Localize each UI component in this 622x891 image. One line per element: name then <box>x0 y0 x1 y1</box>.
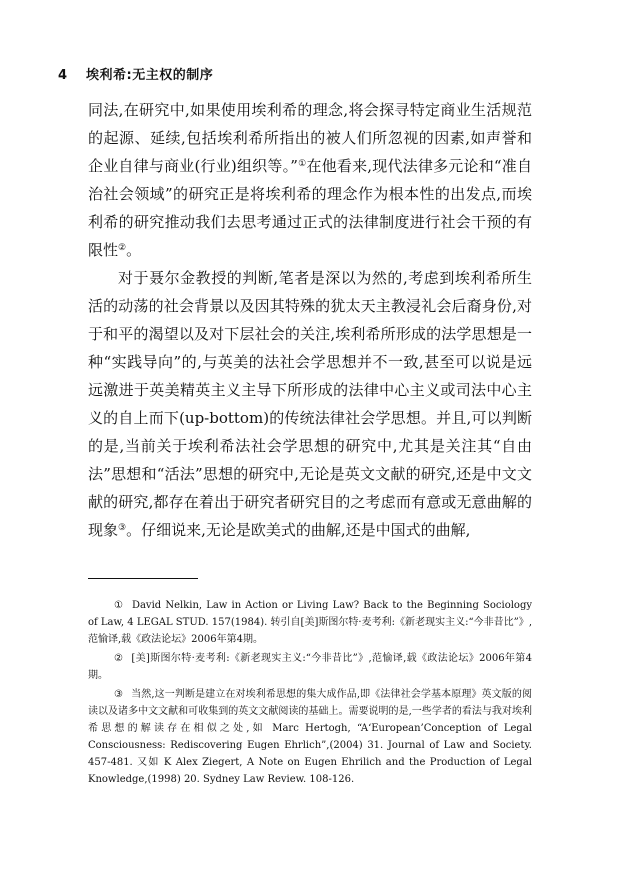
main-text <box>88 96 532 544</box>
paragraph <box>88 264 532 544</box>
paragraph-text: 在他看来,现代法律多元论和“准自治社会领域”的研究正是将埃利希的理念作为根本性的出发点,而埃利希的研究推动我们去思考通过正式的法律制度进行社会干预的有限性 <box>88 157 532 259</box>
footnote-divider <box>88 578 198 579</box>
footnote-ref[interactable]: ③ <box>118 523 127 533</box>
paragraph-text: 对于聂尔金教授的判断,笔者是深以为然的,考虑到埃利希所生活的动荡的社会背景以及因其特殊的犹太天主教浸礼会后裔身份,对于和平的渴望以及对下层社会的关注,埃利希所形成的法学思想是一种“实践导向”的,与英美的法社会学思想并不一致,甚至可以说是远远激进于英美精英主义主导下所形成的法律中心主义或司法中心主义的自上而下(up-bottom)的传统法律社会学思想。并且,可以判断的是,当前关于埃利希法社会学思想的研究中,尤其是关注其“自由法”思想和“活法”思想的研究中,无论是英文文献的研究,还是中文文献的研究,都存在着出于研究者研究目的之考虑而有意或无意曲解的现象 <box>88 269 532 539</box>
paragraph-text: 。仔细说来,无论是欧美式的曲解,还是中国式的曲解, <box>126 521 471 539</box>
footnote-text: [美]斯图尔特·麦考利:《新老现实主义:“今非昔比”》,范愉译,载《政法论坛》2006年第4期。 <box>88 653 532 681</box>
footnote-mark: ③ <box>114 689 124 700</box>
footnote-mark: ② <box>114 653 124 664</box>
footnote-text: 当然,这一判断是建立在对埃利希思想的集大成作品,即《法律社会学基本原理》英文版的阅读以及诸多中文文献和可收集到的英文文献阅读的基础上。需要说明的是,一些学者的看法与我对埃利希思想的解读存在相似之处,如 Marc Hertogh, “A‘European’Conception of Legal Consciousness: Rediscovering Eugen Ehrlich”,(2004) 31. Journal of Law and Society. 457-481. 又如 K Alex Ziegert, A Note on Eugen Ehrilich and the Production of Legal Knowledge,(1998) 20. Sydney Law Review. 108-126. <box>88 689 533 785</box>
paragraph <box>88 96 532 264</box>
footnote <box>88 597 532 648</box>
footnote-ref[interactable]: ② <box>118 243 127 253</box>
page-number: 4 <box>58 68 68 83</box>
footnote <box>88 650 532 684</box>
footnote-mark: ① <box>114 600 124 611</box>
paragraph-text: 同法,在研究中,如果使用埃利希的理念,将会探寻特定商业生活规范的起源、延续,包括埃利希所指出的被人们所忽视的因素,如声誉和企业自律与商业(行业)组织等。” <box>88 101 532 175</box>
footnote-ref[interactable]: ① <box>297 159 307 169</box>
running-header <box>58 64 213 83</box>
paragraph-text: 。 <box>126 241 142 259</box>
footnotes <box>88 597 532 790</box>
footnote-text: David Nelkin, Law in Action or Living Law? Back to the Beginning Sociology of Law, 4 LEGAL STUD. 157(1984). 转引自[美]斯图尔特·麦考利:《新老现实主义:“今非昔比”》,范愉译,载《政法论坛》2006年第4期。 <box>88 600 532 645</box>
running-title: 埃利希:无主权的制序 <box>86 68 214 83</box>
footnote <box>88 686 532 788</box>
